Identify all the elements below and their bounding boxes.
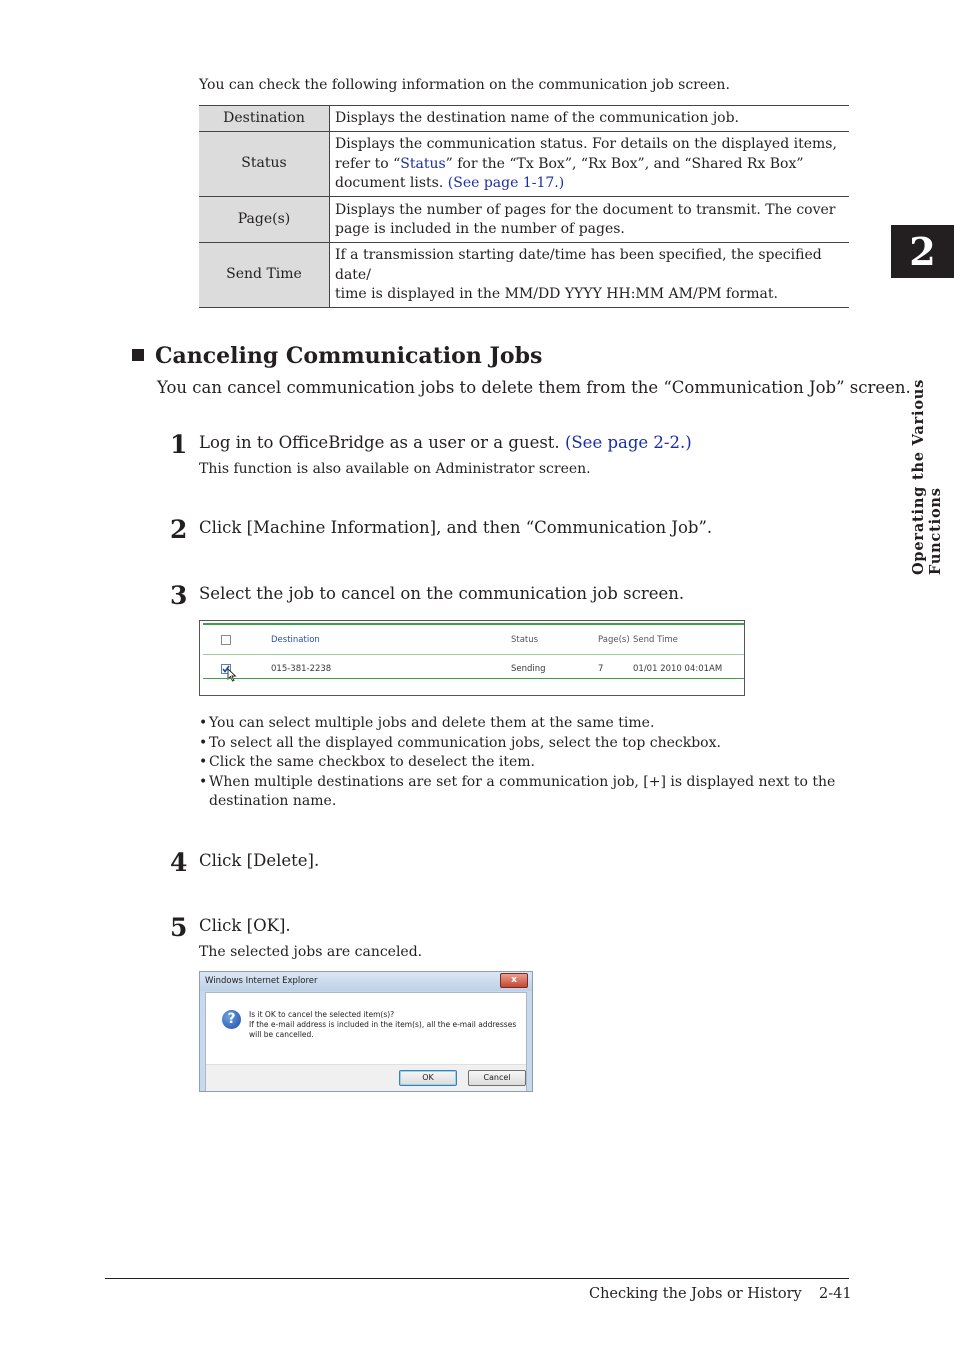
header-divider	[203, 654, 744, 655]
row-send-time: 01/01 2010 04:01AM	[633, 664, 723, 674]
section-intro: You can cancel communication jobs to delete them from the “Communication Job” screen.	[157, 378, 911, 397]
row-desc-status	[330, 132, 850, 197]
intro-text: You can check the following information on the communication job screen.	[199, 77, 730, 93]
header-pages[interactable]: Page(s)	[598, 635, 630, 645]
step-number: 3	[170, 581, 188, 610]
select-all-checkbox[interactable]	[221, 635, 231, 645]
message-line: will be cancelled.	[249, 1030, 314, 1039]
step-number: 5	[170, 913, 188, 942]
desc-line: Displays the destination name of the communication job.	[335, 110, 740, 127]
row-desc-send-time	[330, 243, 850, 308]
page-number: 2-41	[819, 1286, 852, 1302]
chapter-side-label: Operating the Various Functions	[910, 378, 944, 575]
dialog-body	[205, 992, 527, 1091]
desc-line: page is included in the number of pages.	[335, 221, 625, 237]
footer-title: Checking the Jobs or History	[589, 1286, 802, 1302]
section-title	[132, 343, 542, 369]
step-text: Click [Delete].	[199, 851, 320, 870]
list-item: • You can select multiple jobs and delete them at the same time.	[199, 714, 839, 734]
table-row	[199, 197, 849, 243]
table-row	[199, 132, 849, 197]
row-label-destination: Destination	[199, 106, 330, 132]
row-label-pages: Page(s)	[199, 197, 330, 243]
step-text	[199, 432, 692, 454]
accent-line	[203, 678, 744, 679]
step-number: 2	[170, 515, 188, 544]
see-page-link[interactable]: (See page 1-17.)	[447, 175, 565, 192]
message-line: If the e-mail address is included in the item(s), all the e-mail addresses	[249, 1020, 517, 1029]
job-list-screenshot	[199, 620, 745, 696]
close-button[interactable]: x	[500, 973, 528, 988]
desc-text: refer to “	[335, 155, 401, 172]
row-desc-pages	[330, 197, 850, 243]
step-text: Select the job to cancel on the communication job screen.	[199, 584, 685, 603]
desc-line: time is displayed in the MM/DD YYYY HH:MM AM/PM format.	[335, 286, 778, 302]
row-pages: 7	[598, 664, 604, 674]
confirm-dialog-screenshot	[199, 971, 533, 1092]
ok-button[interactable]: OK	[399, 1070, 457, 1086]
table-row	[199, 243, 849, 308]
row-destination: 015-381-2238	[271, 664, 332, 674]
tips-list	[199, 714, 839, 812]
desc-line	[335, 174, 843, 194]
desc-line: Displays the communication status. For details on the displayed items,	[335, 136, 837, 153]
mouse-cursor-icon	[227, 668, 237, 682]
row-label-status: Status	[199, 132, 330, 197]
step-text: Click [Machine Information], and then “Communication Job”.	[199, 518, 713, 537]
info-table	[199, 105, 849, 308]
header-destination[interactable]: Destination	[271, 635, 320, 645]
step-number: 1	[170, 430, 188, 459]
step-text: Click [OK].	[199, 916, 291, 935]
step-note: This function is also available on Administrator screen.	[199, 461, 591, 477]
row-label-send-time: Send Time	[199, 243, 330, 308]
step-text-body: Log in to OfficeBridge as a user or a guest.	[199, 433, 565, 452]
cancel-button[interactable]: Cancel	[468, 1070, 526, 1086]
list-item: • To select all the displayed communication jobs, select the top checkbox.	[199, 734, 839, 754]
question-icon: ?	[222, 1010, 241, 1029]
row-status: Sending	[511, 664, 546, 674]
table-row	[199, 106, 849, 132]
row-desc-destination	[330, 106, 850, 132]
dialog-message	[249, 1010, 519, 1040]
chapter-tab: 2	[891, 225, 954, 278]
message-line: Is it OK to cancel the selected item(s)?	[249, 1010, 395, 1019]
step-note: The selected jobs are canceled.	[199, 944, 423, 960]
dialog-title: Windows Internet Explorer	[205, 976, 318, 986]
desc-text: document lists.	[335, 175, 448, 192]
status-link[interactable]: Status	[400, 155, 446, 172]
desc-line: Displays the number of pages for the document to transmit. The cover	[335, 201, 836, 218]
desc-line: If a transmission starting date/time has been specified, the specified date/	[335, 247, 822, 283]
desc-text: ” for the “Tx Box”, “Rx Box”, and “Shared Rx Box”	[445, 155, 804, 172]
square-bullet-icon	[132, 349, 144, 361]
step-number: 4	[170, 848, 188, 877]
header-status[interactable]: Status	[511, 635, 539, 645]
list-item: • Click the same checkbox to deselect the item.	[199, 753, 839, 773]
footer-divider	[105, 1278, 849, 1279]
accent-line	[203, 623, 744, 625]
see-page-link[interactable]: (See page 2-2.)	[564, 433, 692, 452]
list-item: • When multiple destinations are set for a communication job, [+] is displayed next to the destination name.	[199, 773, 839, 812]
dialog-footer	[206, 1064, 526, 1091]
dialog-titlebar	[200, 972, 532, 991]
header-send-time[interactable]: Send Time	[633, 635, 678, 645]
desc-line	[335, 155, 843, 175]
section-title-text: Canceling Communication Jobs	[155, 343, 543, 369]
